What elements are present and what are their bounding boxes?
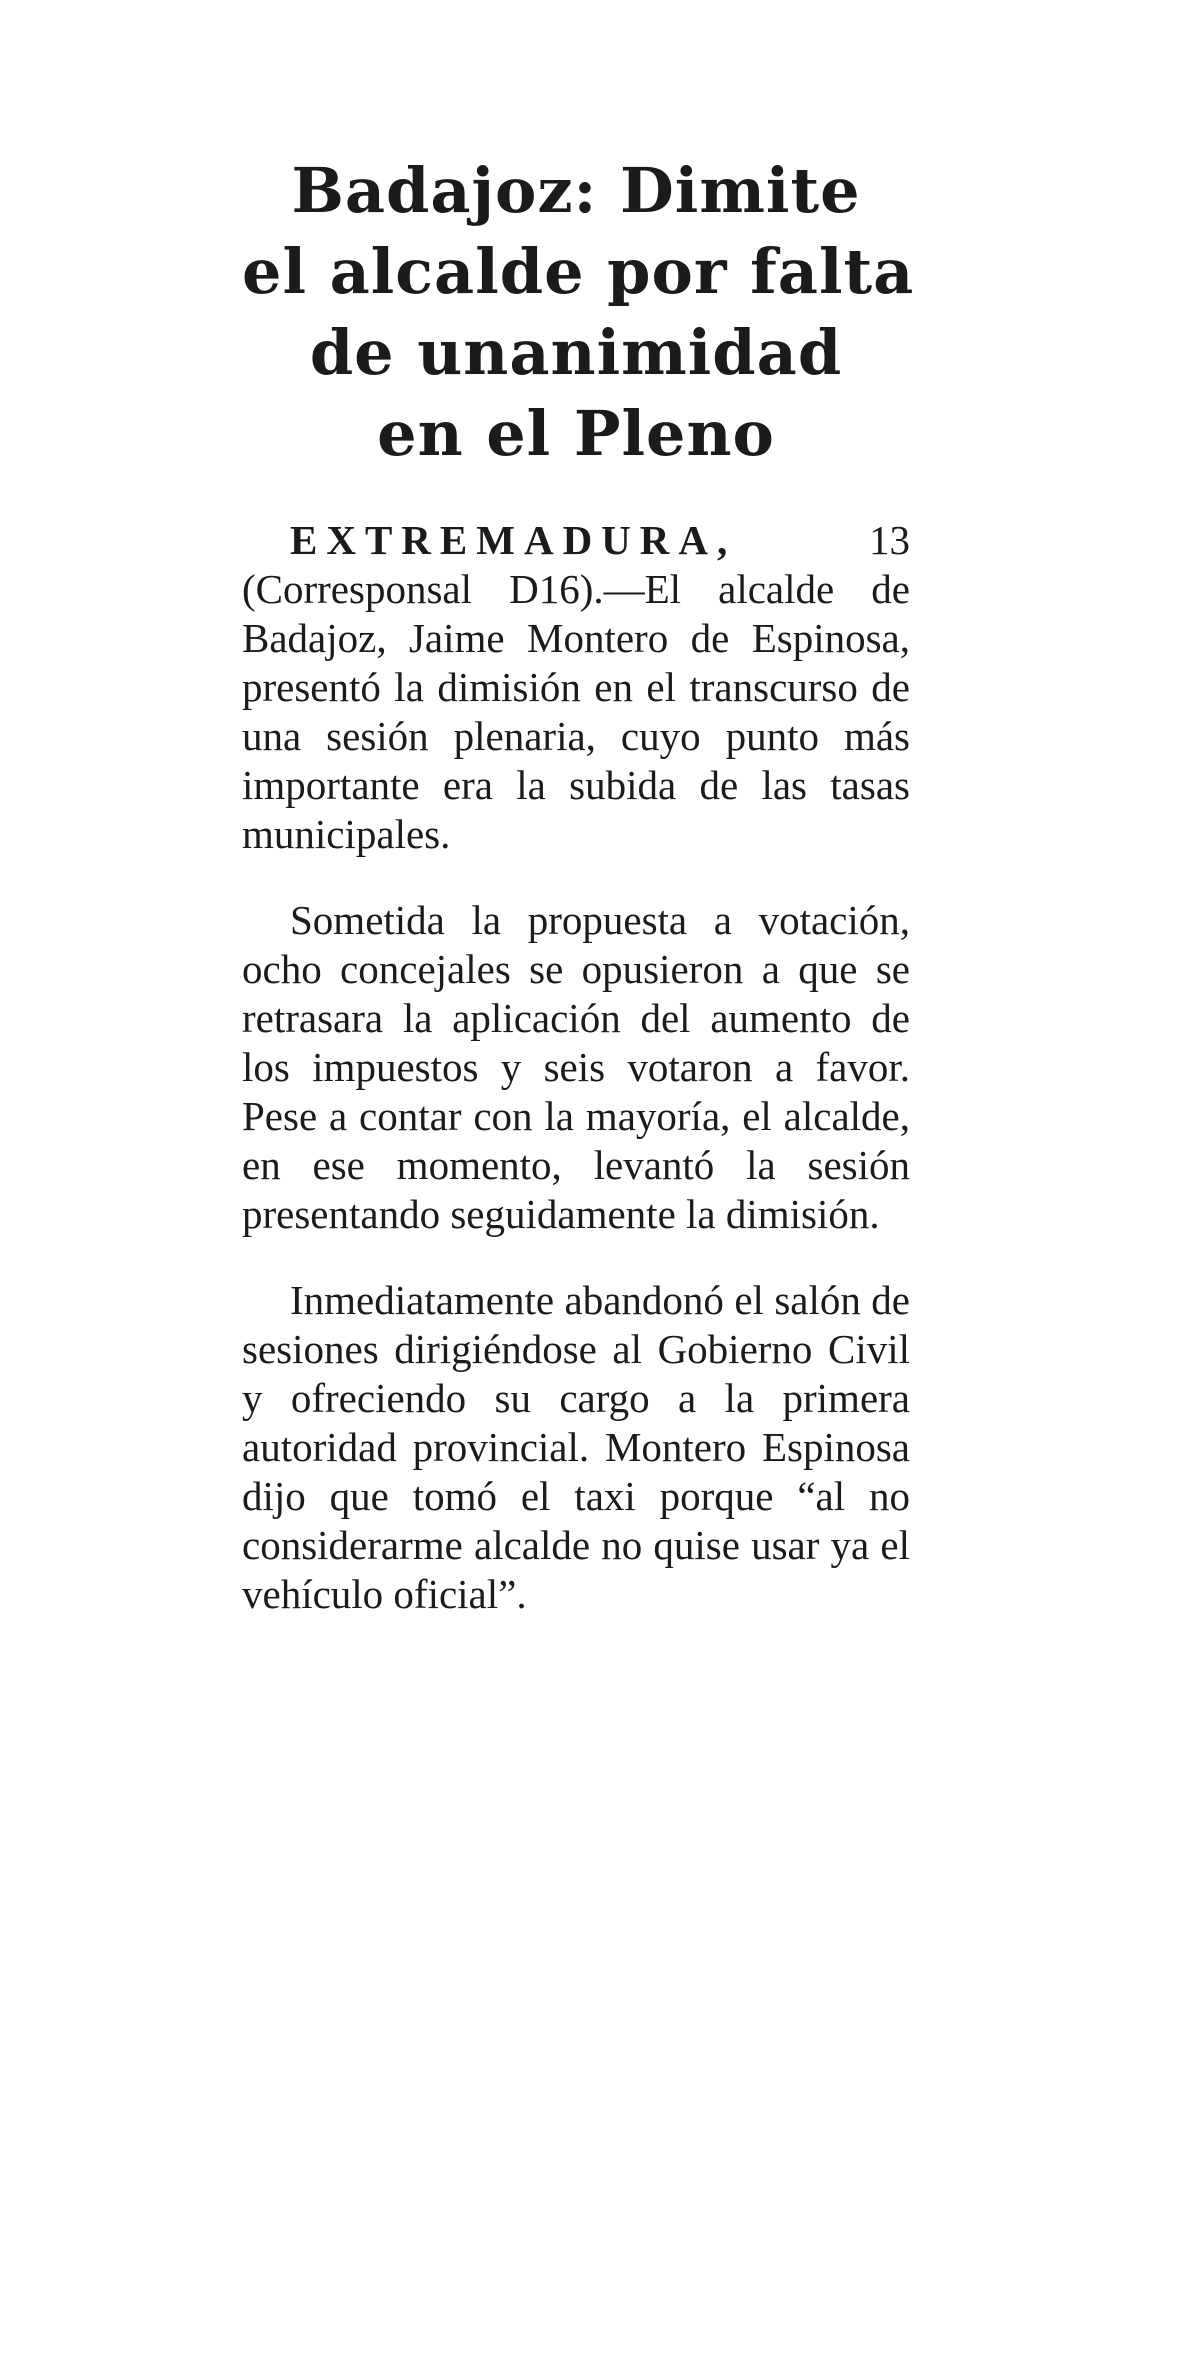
headline-line-3: de unanimidad — [309, 316, 843, 389]
paragraph-3-text: Inmediatamente abandonó el salón de sesiones dirigiéndose al Gobierno Civil y ofreciendo su cargo a la primera autoridad provincial. Montero Espinosa dijo que tomó el taxi porque “al no considerarme alcalde no quise usar ya el vehículo oficial”. — [242, 1277, 910, 1617]
paragraph-3 — [242, 1276, 910, 1619]
paragraph-2 — [242, 896, 910, 1239]
newspaper-clipping — [242, 150, 915, 1619]
article-body — [242, 516, 910, 1619]
paragraph-1-text: 13 (Corresponsal D16).—El alcalde de Badajoz, Jaime Montero de Espinosa, presentó la dimisión en el transcurso de una sesión plenaria, cuyo punto más importante era la subida de las tasas municipales. — [242, 517, 910, 857]
headline-line-1: Badajoz: Dimite — [291, 154, 861, 227]
paragraph-2-text: Sometida la propuesta a votación, ocho concejales se opusieron a que se retrasara la aplicación del aumento de los impuestos y seis votaron a favor. Pese a contar con la mayoría, el alcalde, en ese momento, levantó la sesión presentando seguidamente la dimisión. — [242, 897, 910, 1237]
headline — [242, 150, 915, 474]
paragraph-1 — [242, 516, 910, 859]
dateline: EXTREMADURA, — [290, 517, 737, 563]
headline-line-4: en el Pleno — [377, 397, 775, 470]
headline-line-2: el alcalde por falta — [242, 235, 915, 308]
